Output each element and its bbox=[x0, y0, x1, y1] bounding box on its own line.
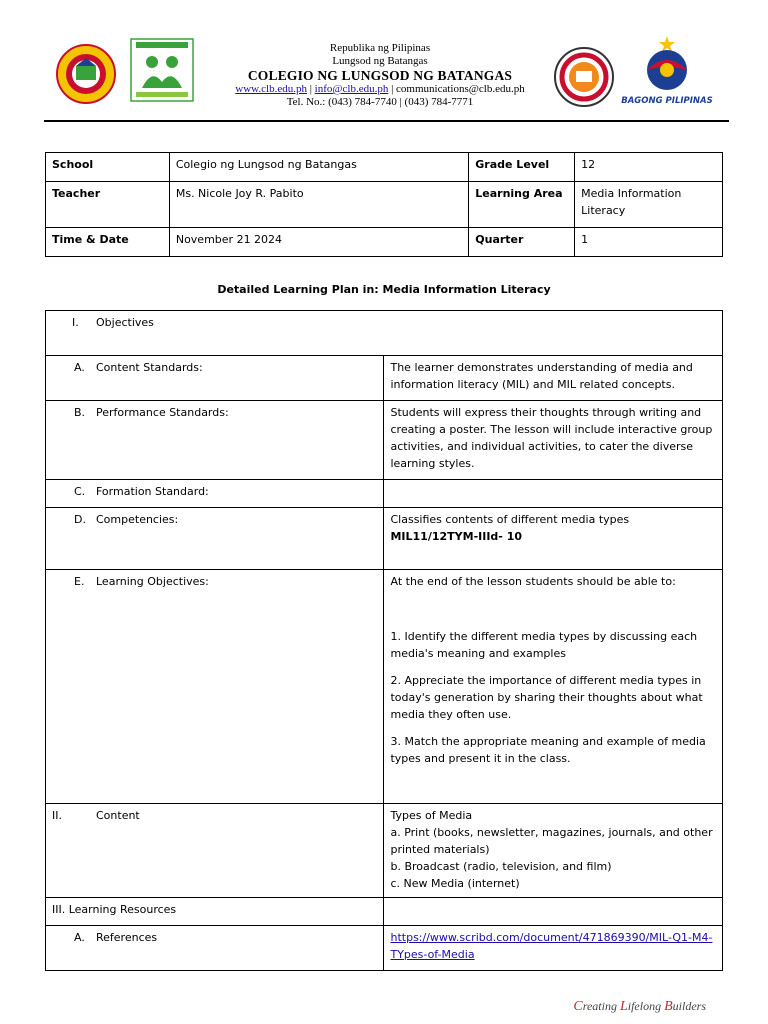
slogan-l: L bbox=[619, 999, 628, 1014]
comm-email: | communications@clb.edu.ph bbox=[388, 83, 525, 95]
objectives-label: Objectives bbox=[96, 316, 154, 329]
info-row-school bbox=[46, 153, 723, 182]
bagong-pilipinas-label: BAGONG PILIPINAS bbox=[621, 96, 713, 106]
formation-standard-value bbox=[384, 480, 723, 508]
content-item-1: a. Print (books, newsletter, magazines, journals, and other printed materials) bbox=[390, 826, 713, 856]
content-standards-value: The learner demonstrates understanding of media and information literacy (MIL) and MIL related concepts. bbox=[384, 356, 723, 401]
info-email-link[interactable]: info@clb.edu.ph bbox=[314, 83, 389, 95]
website-link[interactable]: www.clb.edu.ph bbox=[235, 83, 307, 95]
objectives-cell bbox=[46, 311, 723, 356]
row-content-standards bbox=[46, 356, 723, 401]
plan-table bbox=[45, 310, 723, 971]
content-standards-label-cell bbox=[46, 356, 384, 401]
references-num: A. bbox=[74, 931, 85, 944]
city-line: Lungsod ng Batangas bbox=[332, 55, 428, 67]
content-num: II. bbox=[52, 809, 62, 822]
row-learning-objectives bbox=[46, 570, 723, 804]
learning-objectives-value-cell bbox=[384, 570, 723, 804]
learning-objectives-label-cell bbox=[46, 570, 384, 804]
row-learning-resources bbox=[46, 898, 723, 926]
slogan-builders: uilders bbox=[672, 999, 706, 1013]
formation-standard-num: C. bbox=[74, 485, 86, 498]
slogan-b: B bbox=[664, 999, 673, 1014]
college-name: COLEGIO NG LUNGSOD NG BATANGAS bbox=[247, 68, 513, 83]
contact-sep: | bbox=[306, 83, 315, 95]
content-label: Content bbox=[96, 809, 140, 822]
content-item-3: c. New Media (internet) bbox=[390, 877, 520, 890]
competencies-label-cell bbox=[46, 508, 384, 570]
quarter-value: 1 bbox=[575, 228, 723, 257]
contact-line bbox=[200, 83, 560, 96]
references-label-cell bbox=[46, 926, 384, 971]
teacher-value: Ms. Nicole Joy R. Pabito bbox=[169, 182, 468, 228]
row-formation-standard bbox=[46, 480, 723, 508]
performance-standards-value: Students will express their thoughts through writing and creating a poster. The lesson will include interactive group activities, and individual activities, to cater the diverse learning styles. bbox=[384, 401, 723, 480]
formation-standard-label: Formation Standard: bbox=[96, 485, 209, 498]
teacher-label: Teacher bbox=[46, 182, 170, 228]
content-value-cell bbox=[384, 804, 723, 898]
references-value-cell bbox=[384, 926, 723, 971]
time-value: November 21 2024 bbox=[169, 228, 468, 257]
formation-standard-label-cell bbox=[46, 480, 384, 508]
grade-value: 12 bbox=[575, 153, 723, 182]
learning-objectives-num: E. bbox=[74, 575, 85, 588]
references-label: References bbox=[96, 931, 158, 944]
school-logo bbox=[130, 38, 194, 102]
header-rule bbox=[44, 120, 729, 122]
plan-title: Detailed Learning Plan in: Media Information Literacy bbox=[217, 283, 551, 296]
content-item-0: Types of Media bbox=[390, 809, 473, 822]
competencies-label: Competencies: bbox=[96, 513, 179, 526]
competencies-value: Classifies contents of different media types bbox=[390, 513, 630, 526]
time-label: Time & Date bbox=[46, 228, 170, 257]
info-row-teacher bbox=[46, 182, 723, 228]
learning-objectives-intro: At the end of the lesson students should be able to: bbox=[390, 575, 676, 588]
telephone-line: Tel. No.: (043) 784-7740 | (043) 784-7771 bbox=[286, 96, 474, 108]
letterhead bbox=[200, 42, 560, 109]
references-link[interactable]: https://www.scribd.com/document/471869390/MIL-Q1-M4-TYpes-of-Media bbox=[390, 931, 713, 961]
objectives-num: I. bbox=[72, 316, 79, 329]
school-label: School bbox=[46, 153, 170, 182]
learning-objectives-label: Learning Objectives: bbox=[96, 575, 209, 588]
school-value: Colegio ng Lungsod ng Batangas bbox=[169, 153, 468, 182]
quarter-label: Quarter bbox=[469, 228, 575, 257]
batangas-city-seal bbox=[46, 44, 126, 104]
row-competencies bbox=[46, 508, 723, 570]
learning-objective-2: 2. Appreciate the importance of different media types in today's generation by sharing their thoughts about what media they often use. bbox=[390, 674, 703, 721]
content-label-cell bbox=[46, 804, 384, 898]
competencies-num: D. bbox=[74, 513, 86, 526]
learning-objective-1: 1. Identify the different media types by discussing each media's meaning and examples bbox=[390, 630, 698, 660]
content-item-2: b. Broadcast (radio, television, and film) bbox=[390, 860, 612, 873]
performance-standards-num: B. bbox=[74, 406, 86, 419]
competencies-code: MIL11/12TYM-IIId- 10 bbox=[390, 530, 523, 543]
footer-slogan bbox=[573, 999, 706, 1015]
content-standards-label: Content Standards: bbox=[96, 361, 203, 374]
performance-standards-label-cell bbox=[46, 401, 384, 480]
info-table bbox=[45, 152, 723, 257]
content-standards-num: A. bbox=[74, 361, 85, 374]
competencies-value-cell bbox=[384, 508, 723, 570]
row-performance-standards bbox=[46, 401, 723, 480]
slogan-c: C bbox=[573, 999, 583, 1014]
republic-line: Republika ng Pilipinas bbox=[329, 42, 431, 54]
info-row-time bbox=[46, 228, 723, 257]
learning-resources-value bbox=[384, 898, 723, 926]
slogan-creating: reating bbox=[582, 999, 620, 1013]
slogan-lifelong: ifelong bbox=[627, 999, 665, 1013]
area-value: Media Information Literacy bbox=[575, 182, 723, 228]
performance-standards-label: Performance Standards: bbox=[96, 406, 229, 419]
grade-label: Grade Level bbox=[469, 153, 575, 182]
area-label: Learning Area bbox=[469, 182, 575, 228]
learning-objective-3: 3. Match the appropriate meaning and example of media types and present it in the class. bbox=[390, 735, 706, 765]
row-objectives bbox=[46, 311, 723, 356]
row-content bbox=[46, 804, 723, 898]
row-references bbox=[46, 926, 723, 971]
learning-resources-label: III. Learning Resources bbox=[46, 898, 384, 926]
